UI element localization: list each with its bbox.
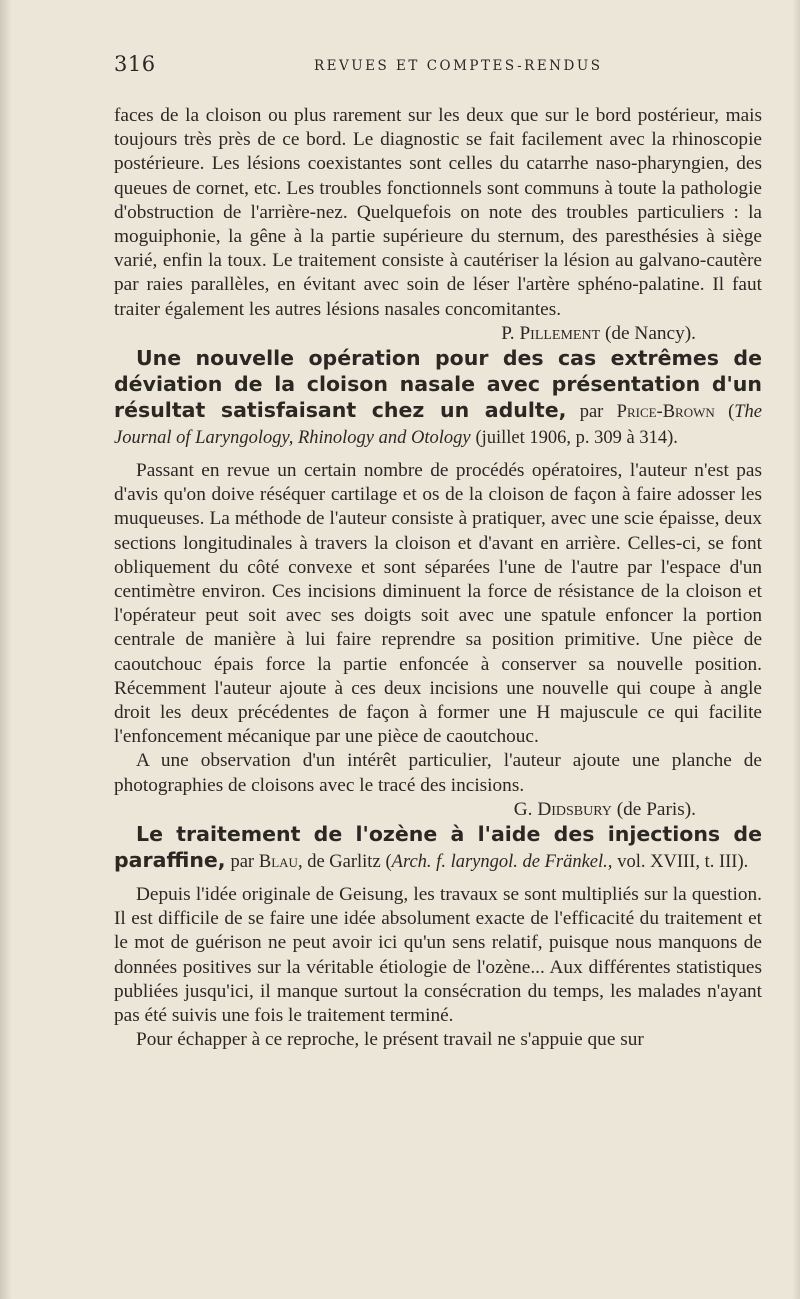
article2-signature <box>114 798 762 822</box>
article3-journal: Arch. f. laryngol. de Fränkel., <box>391 852 613 873</box>
running-title: REVUES ET COMPTES-RENDUS <box>314 58 603 74</box>
article2-signature-name: G. Didsbury <box>513 798 612 820</box>
article3-heading <box>114 822 762 875</box>
article2-title: Une nouvelle opération pour des cas extrêmes de déviation de la cloison nasale avec présentation d'un résultat satisfaisant chez un adulte, <box>114 346 762 423</box>
article3-paragraph-1: Depuis l'idée originale de Geisung, les travaux se sont multipliés sur la question. Il est difficile de se faire une idée absolument exacte de l'efficacité du traitement et le mot de guérison ne peut avoir ici qu'un sens relatif, puisque nous manquons de données positives sur la véritable étiologie de l'ozène... Aux différentes statistiques publiées jusqu'ici, il manque surtout la consécration du temps, les malades n'ayant pas été suivis une fois le traitement terminé. <box>114 884 762 1027</box>
article3-paragraph-2: Pour échapper à ce reproche, le présent travail ne s'appuie que sur <box>136 1029 644 1051</box>
article3-author: Blau <box>258 852 298 873</box>
page-number: 316 <box>114 52 156 76</box>
running-head <box>114 52 760 82</box>
article1-signature-name: P. Pillement <box>501 322 601 344</box>
article1-signature <box>114 322 762 346</box>
article2-author: Price-Brown <box>616 402 715 423</box>
page-edge-shadow-left <box>0 0 12 1299</box>
article1-signature-place: (de Nancy). <box>604 322 696 344</box>
article3-title: Le traitement de l'ozène à l'aide des injections de paraffine, <box>114 822 762 873</box>
article3-source-open: ( <box>385 852 392 873</box>
article2-paragraph-2: A une observation d'un intérêt particulier, l'auteur ajoute une planche de photographies de cloisons avec le tracé des incisions. <box>114 750 762 796</box>
article1-paragraph: faces de la cloison ou plus rarement sur les deux que sur le bord postérieur, mais toujours très près de ce bord. Le diagnostic se fait facilement avec la rhinoscopie postérieure. Les lésions coexistantes sont celles du catarrhe naso-pharyngien, des queues de cornet, etc. Les troubles fonctionnels sont communs à toute la pathologie d'obstruction de l'arrière-nez. Quelquefois on note des troubles particuliers : la moguiphonie, la gêne à la partie supérieure du sternum, des paresthésies à siège varié, enfin la toux. Le traitement consiste à cautériser la lésion au galvano-cautère par raies parallèles, en évitant avec soin de léser l'artère sphéno-palatine. Il faut traiter également les autres lésions nasales concomitantes. <box>114 105 762 320</box>
article3-location: , de Garlitz <box>297 852 381 873</box>
article2-by: par <box>579 402 604 423</box>
article2-journal: The Journal of Laryngology, Rhinology and Otology <box>114 402 763 449</box>
article2-source-open: ( <box>728 402 735 423</box>
article3-by: par <box>230 852 255 873</box>
article3-source-close: vol. XVIII, t. III). <box>617 852 749 873</box>
article2-paragraph-1: Passant en revue un certain nombre de procédés opératoires, l'auteur n'est pas d'avis qu'on doive réséquer cartilage et os de la cloison de façon à faire adosser les muqueuses. La méthode de l'auteur consiste à pratiquer, avec une scie épaisse, deux sections longitudinales à travers la cloison et d'avant en arrière. Celles-ci, se font obliquement du côté convexe et sont séparées l'une de l'autre par l'espace d'un centimètre environ. Ces incisions diminuent la force de résistance de la cloison et l'opérateur peut soit avec ses doigts soit avec une spatule enfoncer la portion centrale de manière à lui faire reprendre sa position primitive. Une pièce de caoutchouc épais force la partie enfoncée à conserver sa nouvelle position. Récemment l'auteur ajoute à ces deux incisions une nouvelle qui coupe à angle droit les deux précédentes de façon à former une H majuscule ce qui facilite l'enfoncement mécanique par une pièce de caoutchouc. <box>114 460 762 748</box>
article2-signature-place: (de Paris). <box>616 798 696 820</box>
page-edge-shadow-right <box>792 0 800 1299</box>
page-body <box>114 104 762 1053</box>
article2-source-close: (juillet 1906, p. 309 à 314). <box>475 428 678 449</box>
article2-heading <box>114 346 762 451</box>
